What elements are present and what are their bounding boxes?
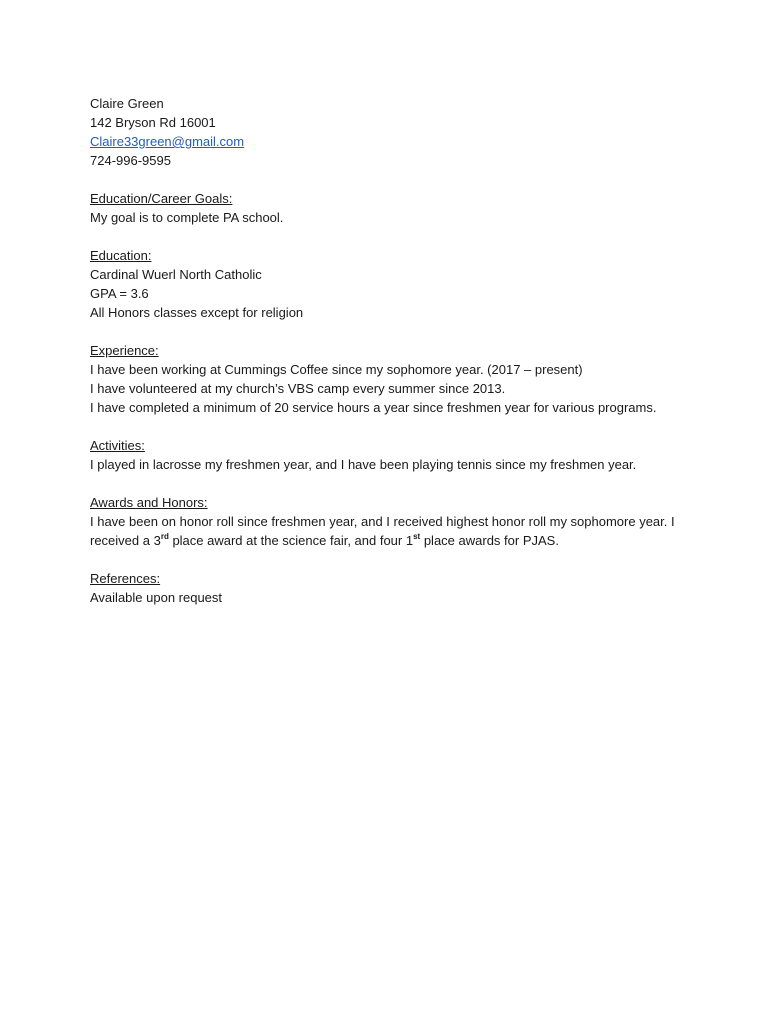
education-classes: All Honors classes except for religion — [90, 305, 304, 320]
references-heading: References: — [90, 571, 161, 586]
contact-phone: 724-996-9595 — [90, 153, 171, 168]
contact-address: 142 Bryson Rd 16001 — [90, 115, 216, 130]
contact-email-link[interactable]: Claire33green@gmail.com — [90, 134, 245, 149]
education-school: Cardinal Wuerl North Catholic — [90, 267, 262, 282]
experience-heading: Experience: — [90, 343, 159, 358]
activities-text: I played in lacrosse my freshmen year, and I have been playing tennis since my freshmen year. — [90, 457, 637, 472]
experience-item: I have volunteered at my church’s VBS camp every summer since 2013. — [90, 381, 506, 396]
awards-text — [90, 512, 690, 550]
education-gpa: GPA = 3.6 — [90, 286, 149, 301]
resume-document — [90, 94, 690, 607]
contact-name: Claire Green — [90, 96, 164, 111]
awards-text-part3: place awards for PJAS. — [420, 533, 559, 548]
goals-text: My goal is to complete PA school. — [90, 210, 284, 225]
education-heading: Education: — [90, 248, 152, 263]
experience-item: I have completed a minimum of 20 service hours a year since freshmen year for various programs. — [90, 400, 657, 415]
activities-heading: Activities: — [90, 438, 145, 453]
goals-heading: Education/Career Goals: — [90, 191, 233, 206]
awards-text-part1: I have been on honor roll since freshmen year, and I received highest honor roll my sophomore year. I received a 3 — [90, 514, 675, 548]
references-text: Available upon request — [90, 590, 223, 605]
awards-sup-rd: rd — [160, 531, 169, 541]
awards-heading: Awards and Honors: — [90, 495, 208, 510]
awards-sup-st: st — [413, 531, 421, 541]
experience-item: I have been working at Cummings Coffee since my sophomore year. (2017 – present) — [90, 362, 583, 377]
awards-text-part2: place award at the science fair, and four 1 — [168, 533, 414, 548]
